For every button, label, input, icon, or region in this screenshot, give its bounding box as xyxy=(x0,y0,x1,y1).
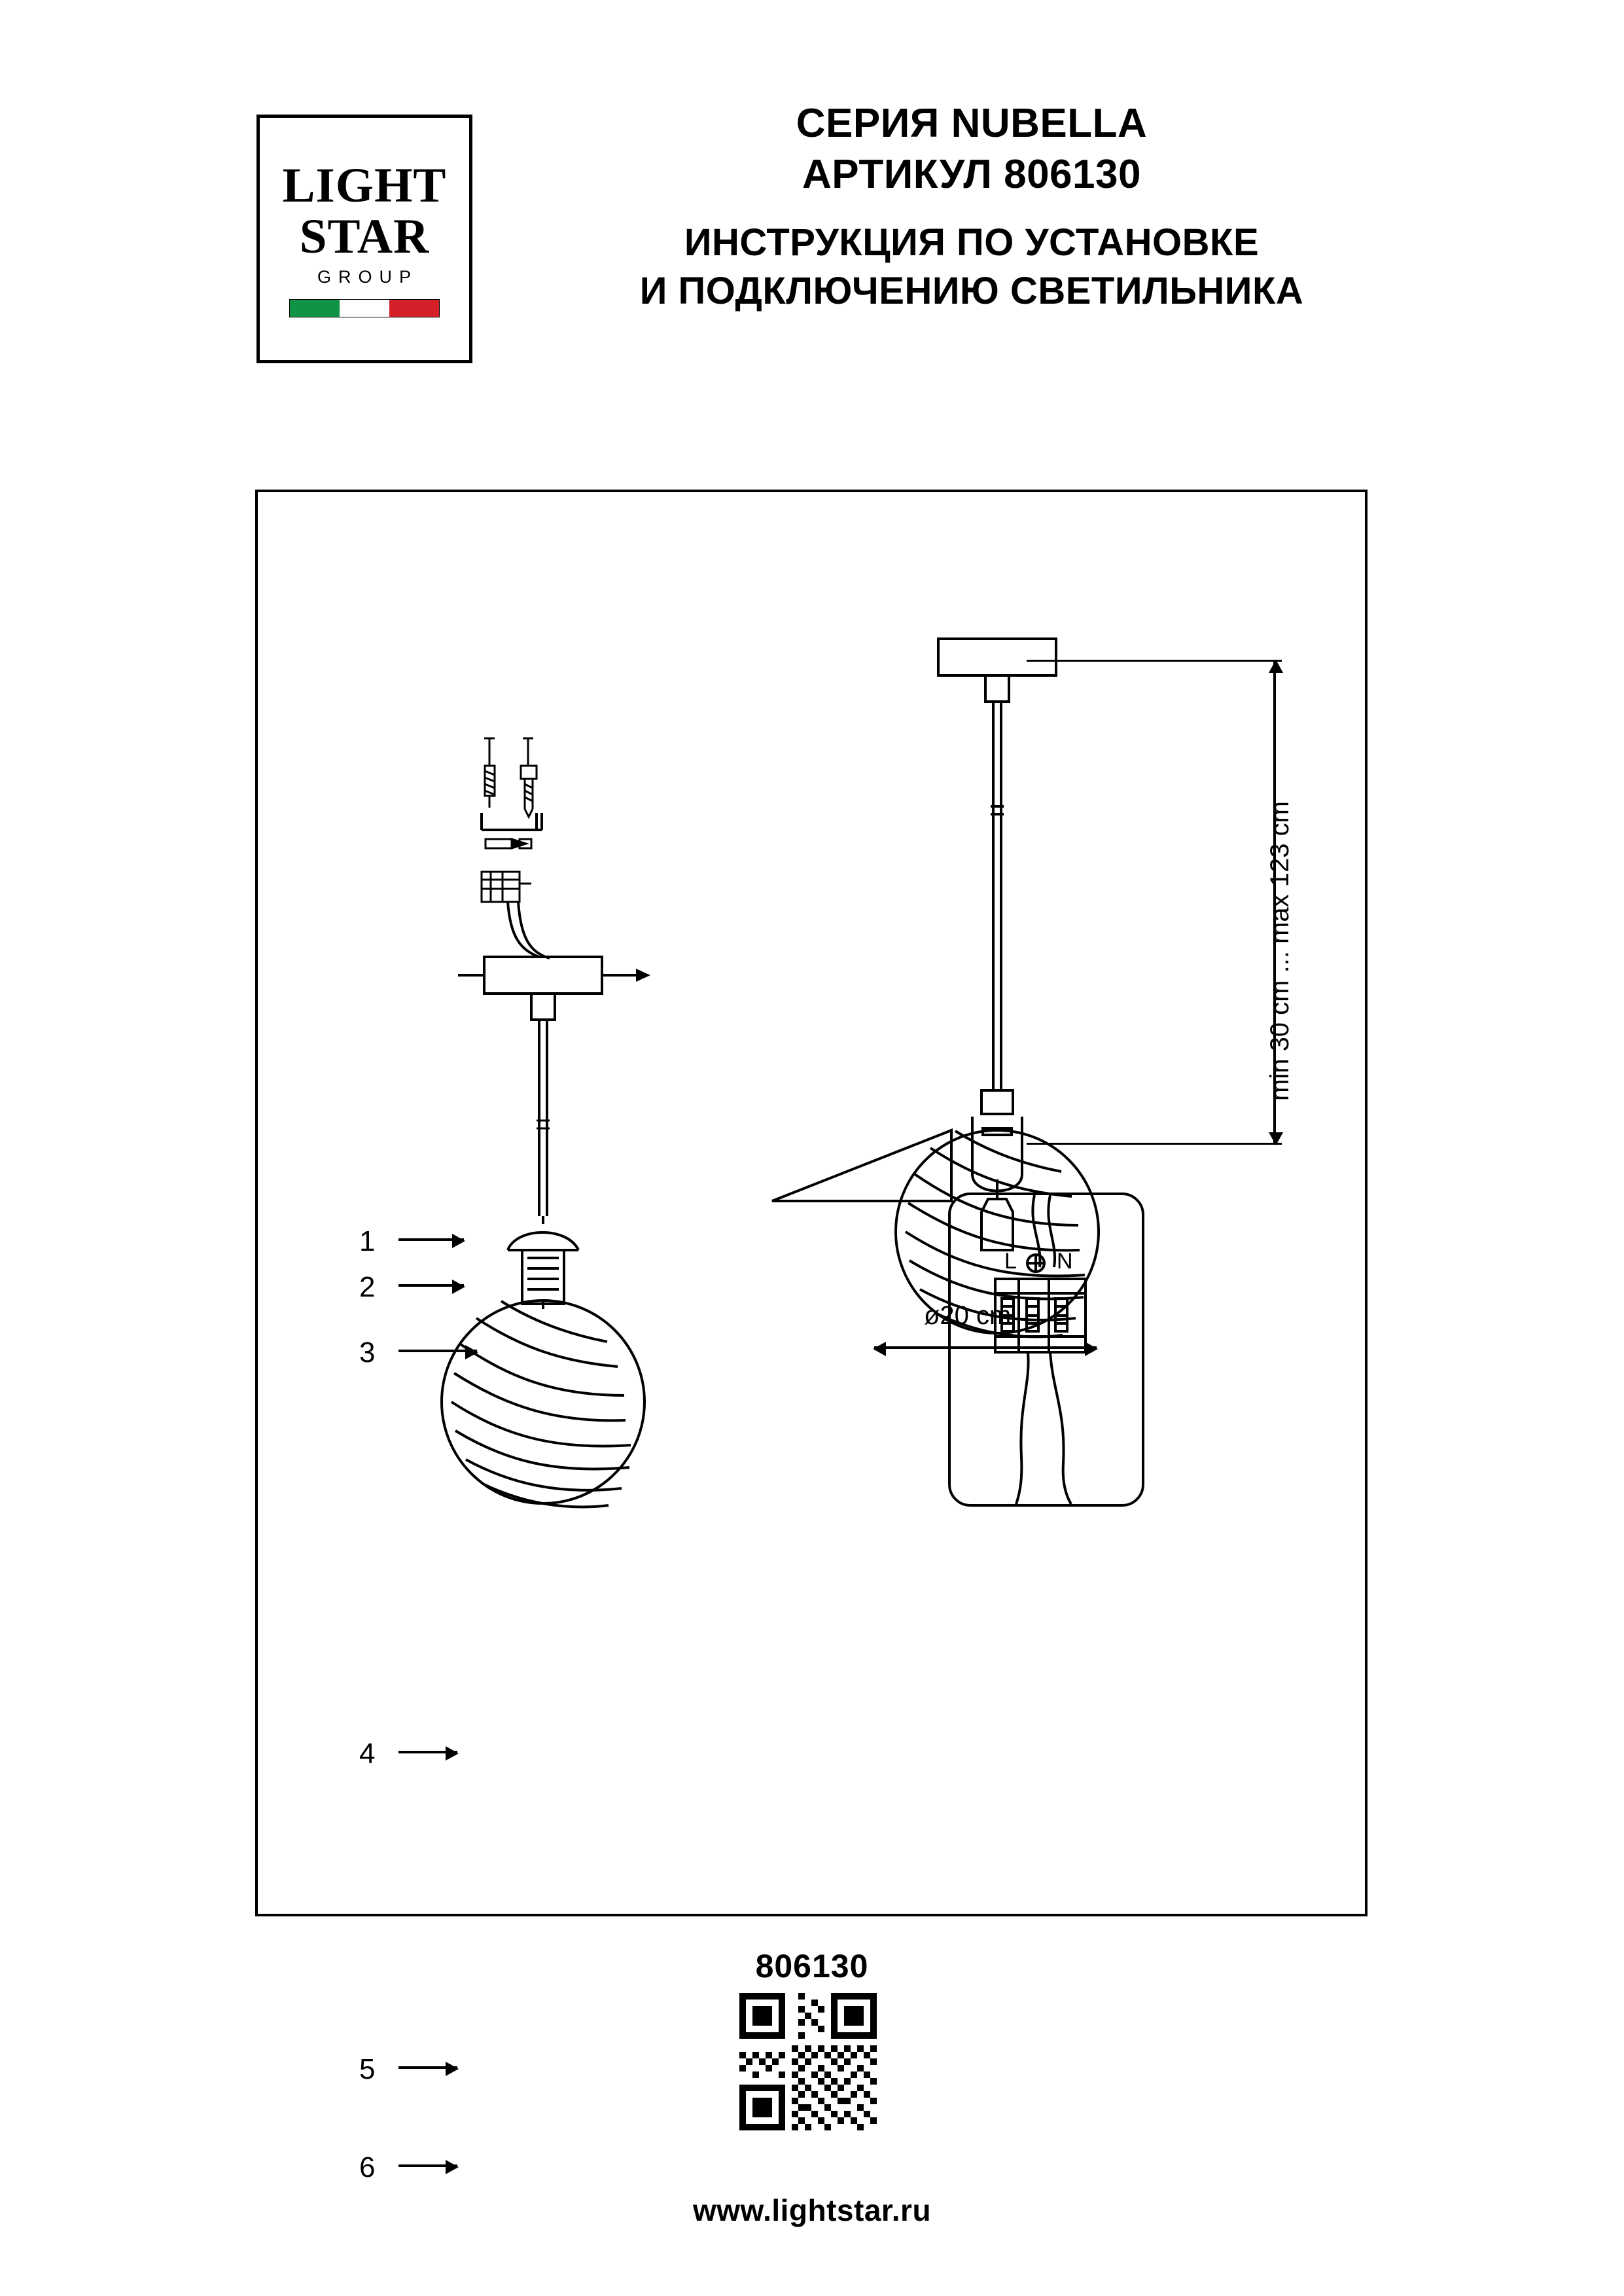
step-number-2: 2 xyxy=(359,1271,376,1303)
header-text-block xyxy=(563,98,1381,315)
diameter-dimension-label: ø20 cm xyxy=(924,1301,1012,1330)
instruction-title-line2: И ПОДКЛЮЧЕНИЮ СВЕТИЛЬНИКА xyxy=(639,270,1304,312)
ceiling-cup xyxy=(484,957,602,1020)
logo-line-star: STAR xyxy=(299,209,430,264)
assembled-lamp-drawing xyxy=(834,630,1200,1448)
step-number-6: 6 xyxy=(359,2151,376,2183)
step-number-3: 3 xyxy=(359,1336,376,1369)
terminal-label-L: L xyxy=(1004,1249,1017,1274)
dowel-icon xyxy=(484,738,495,808)
logo-line-light: LIGHT xyxy=(282,158,447,213)
height-dimension-label: min 30 cm ... max 123 cm xyxy=(1265,801,1294,1101)
instruction-title-line1: ИНСТРУКЦИЯ ПО УСТАНОВКЕ xyxy=(684,221,1260,264)
brand-logo xyxy=(256,115,472,363)
diameter-dimension-line xyxy=(874,1346,1097,1349)
step-number-5: 5 xyxy=(359,2053,376,2085)
logo-line-group: GROUP xyxy=(317,267,418,287)
screw-icon xyxy=(521,738,537,817)
leader-arrow-6 xyxy=(398,2164,457,2167)
leader-arrow-5 xyxy=(398,2066,457,2069)
lamp-holder xyxy=(508,1216,578,1304)
step-number-4: 4 xyxy=(359,1738,376,1770)
series-line: СЕРИЯ NUBELLA xyxy=(796,101,1148,146)
italian-flag-icon xyxy=(289,299,440,317)
product-code: 806130 xyxy=(755,1948,869,1984)
website-url[interactable]: www.lightstar.ru xyxy=(692,2193,932,2227)
height-dim-tick-top xyxy=(1027,660,1282,662)
article-line: АРТИКУЛ 806130 xyxy=(802,152,1141,197)
height-dim-tick-bottom xyxy=(1027,1143,1282,1145)
qr-code xyxy=(739,1993,877,2130)
terminal-label-N: N xyxy=(1057,1249,1073,1274)
terminal-block-icon xyxy=(482,872,531,902)
glass-shade xyxy=(442,1300,644,1507)
step-number-1: 1 xyxy=(359,1225,376,1257)
